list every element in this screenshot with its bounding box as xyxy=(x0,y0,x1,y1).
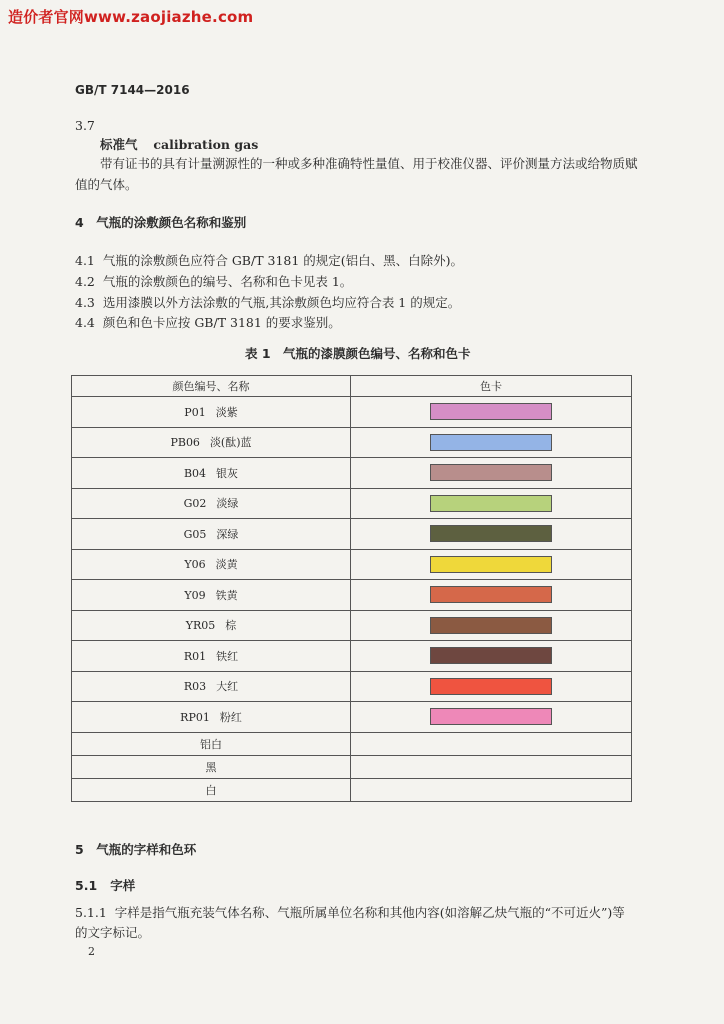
color-card-cell-empty xyxy=(351,778,632,801)
section-4-title: 4 气瓶的涂敷颜色名称和鉴别 xyxy=(75,215,247,230)
color-swatch xyxy=(430,434,552,451)
clause-number: 4.2 xyxy=(75,274,95,289)
clause-3-7-number: 3.7 xyxy=(75,118,95,133)
table-row xyxy=(72,549,632,580)
table-row xyxy=(72,641,632,672)
color-code: RP01 xyxy=(180,710,210,724)
color-card-cell xyxy=(351,610,632,641)
color-card-cell xyxy=(351,397,632,428)
color-code: PB06 xyxy=(170,436,200,450)
clause-number: 4.1 xyxy=(75,253,95,268)
color-name: 淡紫 xyxy=(215,405,238,419)
clause-5-1-1-line-1 xyxy=(75,902,625,924)
color-card-cell xyxy=(351,580,632,611)
table-row xyxy=(72,610,632,641)
color-swatch xyxy=(430,678,552,695)
clause-4-4 xyxy=(75,312,341,334)
color-code-name-cell xyxy=(72,580,351,611)
clause-text: 气瓶的涂敷颜色应符合 GB/T 3181 的规定(铝白、黑、白除外)。 xyxy=(102,253,464,268)
color-code: P01 xyxy=(184,405,206,419)
color-swatch xyxy=(430,708,552,725)
table-caption: 表 1 气瓶的漆膜颜色编号、名称和色卡 xyxy=(245,346,471,361)
color-code: R01 xyxy=(183,649,207,663)
color-code-name-cell xyxy=(72,458,351,489)
color-code: YR05 xyxy=(185,619,216,633)
color-swatch xyxy=(430,647,552,664)
table-row xyxy=(72,427,632,458)
color-swatch xyxy=(430,495,552,512)
column-header-color-card: 色卡 xyxy=(351,376,632,397)
color-name: 深绿 xyxy=(216,527,239,541)
standard-number: GB/T 7144—2016 xyxy=(75,83,190,97)
clause-text: 字样是指气瓶充装气体名称、气瓶所属单位名称和其他内容(如溶解乙炔气瓶的“不可近火”)等 xyxy=(114,905,625,920)
clause-4-2 xyxy=(75,271,352,293)
color-name: 铁黄 xyxy=(215,588,238,602)
color-code: Y09 xyxy=(184,588,206,602)
color-name: 铁红 xyxy=(216,649,239,663)
subsection-number: 5.1 xyxy=(75,878,98,893)
color-swatch xyxy=(430,556,552,573)
table-row xyxy=(72,458,632,489)
color-name: 棕 xyxy=(225,619,237,633)
color-card-cell xyxy=(351,549,632,580)
color-name-cell: 白 xyxy=(72,778,351,801)
color-name-cell: 黑 xyxy=(72,755,351,778)
color-card-cell xyxy=(351,671,632,702)
color-card-cell xyxy=(351,702,632,733)
color-name: 银灰 xyxy=(216,466,239,480)
term-en: calibration gas xyxy=(153,137,259,152)
color-card-cell-empty xyxy=(351,732,632,755)
clause-text: 气瓶的涂敷颜色的编号、名称和色卡见表 1。 xyxy=(102,274,353,289)
color-card-cell-empty xyxy=(351,755,632,778)
color-code-name-cell xyxy=(72,671,351,702)
section-5-title: 5 气瓶的字样和色环 xyxy=(75,842,197,857)
color-code: G02 xyxy=(183,497,207,511)
subsection-title: 字样 xyxy=(110,878,136,893)
table-row xyxy=(72,397,632,428)
color-card-cell xyxy=(351,488,632,519)
table-row xyxy=(72,755,632,778)
subsection-5-1 xyxy=(75,876,135,894)
clause-4-1 xyxy=(75,250,463,272)
color-name: 粉红 xyxy=(219,710,242,724)
color-code-name-cell xyxy=(72,702,351,733)
color-code: B04 xyxy=(183,466,207,480)
watermark-text: 造价者官网www.zaojiazhe.com xyxy=(8,8,254,26)
color-code-name-cell xyxy=(72,610,351,641)
color-code: G05 xyxy=(183,527,207,541)
page-number: 2 xyxy=(88,945,95,958)
term-definition-line-1: 带有证书的具有计量溯源性的一种或多种准确特性量值、用于校准仪器、评价测量方法或给物质赋 xyxy=(100,156,638,171)
color-code: Y06 xyxy=(184,558,206,572)
table-row xyxy=(72,778,632,801)
table-row xyxy=(72,671,632,702)
color-swatch xyxy=(430,586,552,603)
color-code-name-cell xyxy=(72,549,351,580)
color-code-name-cell xyxy=(72,427,351,458)
color-name: 淡黄 xyxy=(215,558,238,572)
color-name: 大红 xyxy=(216,680,239,694)
clause-4-3 xyxy=(75,292,460,314)
clause-5-1-1-line-2: 的文字标记。 xyxy=(75,925,151,940)
table-row xyxy=(72,488,632,519)
color-card-cell xyxy=(351,519,632,550)
color-name: 淡绿 xyxy=(216,497,239,511)
color-code-name-cell xyxy=(72,488,351,519)
term-definition-line-2: 值的气体。 xyxy=(75,177,138,192)
color-name-cell: 铝白 xyxy=(72,732,351,755)
color-card-cell xyxy=(351,458,632,489)
clause-number: 4.4 xyxy=(75,315,95,330)
color-code-name-cell xyxy=(72,519,351,550)
color-card-cell xyxy=(351,427,632,458)
color-code: R03 xyxy=(183,680,207,694)
clause-text: 选用漆膜以外方法涂敷的气瓶,其涂敷颜色均应符合表 1 的规定。 xyxy=(102,295,461,310)
term-zh: 标准气 xyxy=(100,137,138,152)
color-code-name-cell xyxy=(72,397,351,428)
table-header-row xyxy=(72,376,632,397)
color-card-table xyxy=(71,375,632,802)
color-card-cell xyxy=(351,641,632,672)
color-swatch xyxy=(430,464,552,481)
color-name: 淡(酞)蓝 xyxy=(209,436,252,450)
column-header-code-name: 颜色编号、名称 xyxy=(72,376,351,397)
clause-number: 5.1.1 xyxy=(75,905,107,920)
table-row xyxy=(72,519,632,550)
table-row xyxy=(72,580,632,611)
color-code-name-cell xyxy=(72,641,351,672)
color-swatch xyxy=(430,525,552,542)
color-swatch xyxy=(430,403,552,420)
clause-text: 颜色和色卡应按 GB/T 3181 的要求鉴别。 xyxy=(102,315,341,330)
table-row xyxy=(72,702,632,733)
clause-number: 4.3 xyxy=(75,295,95,310)
table-row xyxy=(72,732,632,755)
color-swatch xyxy=(430,617,552,634)
